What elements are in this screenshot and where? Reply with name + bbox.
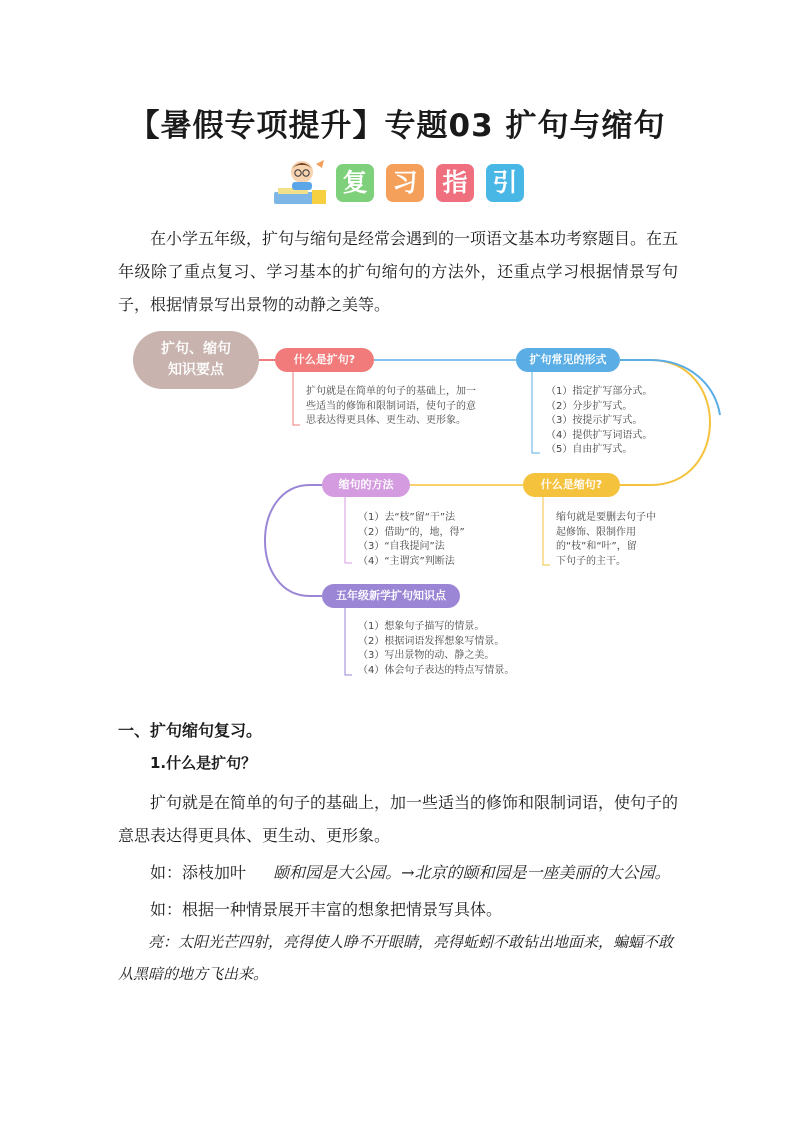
subsection-heading: 1.什么是扩句？: [150, 754, 257, 772]
node-grade5-new: 五年级新学扩句知识点: [322, 584, 460, 608]
node-what-shrink-text: 缩句就是要删去句子中 起修饰、限制作用 的“枝”和“叶”，留 下句子的主干。: [556, 512, 656, 567]
student-reading-icon: [272, 158, 332, 208]
definition-paragraph: 扩句就是在简单的句子的基础上，加一些适当的修饰和限制词语，使句子的意思表达得更具体、更生动、更形象。: [118, 793, 679, 845]
page-title: 【暑假专项提升】专题03 扩句与缩句: [128, 108, 666, 144]
badge-yin: 引: [486, 164, 524, 202]
example-1-label: 如：添枝加叶: [150, 863, 247, 882]
node-what-expand: 什么是扩句?: [275, 348, 374, 372]
node-what-shrink: 什么是缩句?: [523, 473, 620, 497]
node-expand-forms: 扩句常见的形式: [516, 348, 620, 372]
node-shrink-methods-text: （1）去“枝”留“干”法 （2）借助“的，地，得” （3）“自我提问”法 （4）“主谓宾”判断法: [358, 512, 465, 567]
badge-xi: 习: [386, 164, 424, 202]
node-shrink-methods: 缩句的方法: [322, 473, 410, 497]
section-heading: 一、扩句缩句复习。: [118, 721, 263, 740]
example-2: 如：根据一种情景展开丰富的想象把情景写具体。: [150, 900, 503, 919]
review-guide-banner: [272, 158, 532, 208]
mind-map: [130, 325, 730, 690]
badge-zhi: 指: [436, 164, 474, 202]
intro-paragraph: 在小学五年级，扩句与缩句是经常会遇到的一项语文基本功考察题目。在五年级除了重点复习、学习基本的扩句缩句的方法外，还重点学习根据情景写句子，根据情景写出景物的动静之美等。: [118, 229, 679, 314]
node-what-expand-text: 扩句就是在简单的句子的基础上，加一 些适当的修饰和限制词语，使句子的意 思表达得更具体、更生动、更形象。: [306, 386, 476, 426]
badge-fu: 复: [336, 164, 374, 202]
example-1: [150, 860, 671, 883]
node-expand-forms-text: （1）指定扩写部分式。 （2）分步扩写式。 （3）按提示扩写式。 （4）提供扩写词语式。 （5）自由扩写式。: [546, 386, 653, 455]
mindmap-root: 扩句、缩句 知识要点: [133, 331, 259, 389]
node-grade5-new-text: （1）想象句子描写的情景。 （2）根据词语发挥想象写情景。 （3）写出景物的动、静之美。 （4）体会句子表达的特点写情景。: [358, 621, 515, 676]
example-3: 亮：太阳光芒四射，亮得使人睁不开眼睛，亮得蚯蚓不敢钻出地面来，蝙蝠不敢从黑暗的地方飞出来。: [118, 933, 674, 983]
example-1-text: 颐和园是大公园。→北京的颐和园是一座美丽的大公园。: [273, 863, 671, 882]
